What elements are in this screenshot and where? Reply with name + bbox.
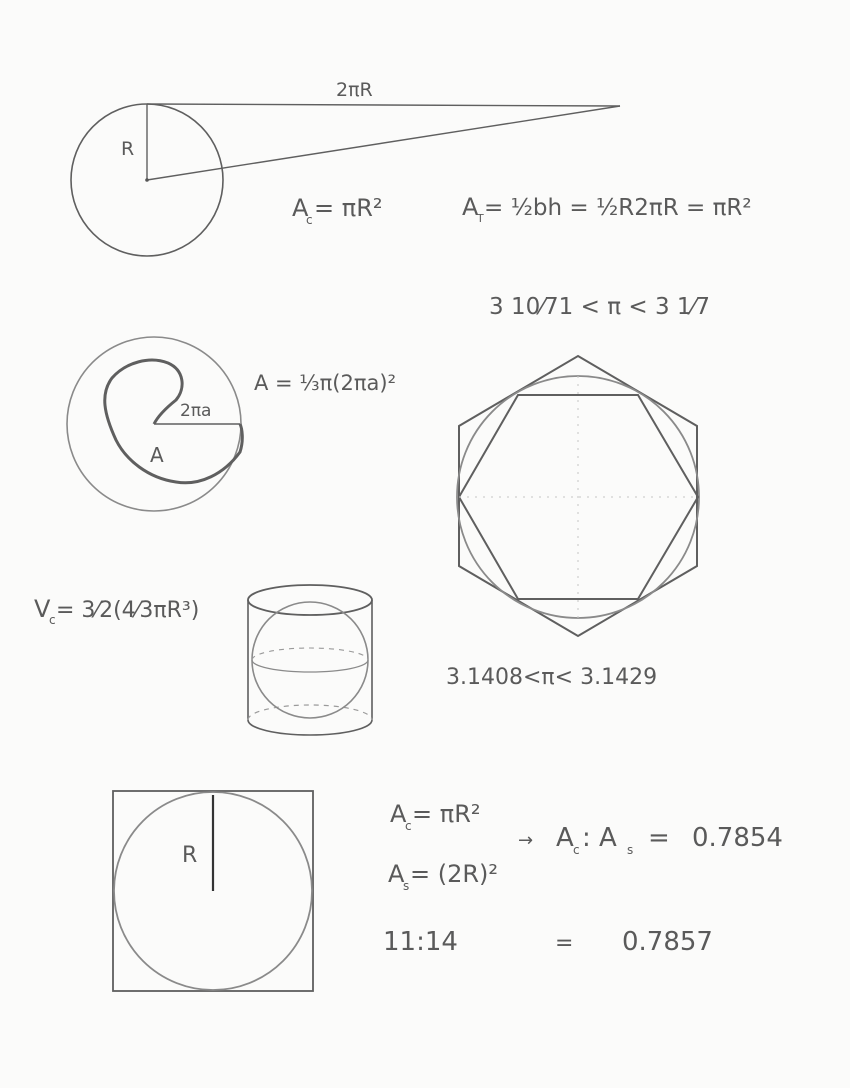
svg-text:c: c <box>49 613 56 627</box>
implies-arrow: → <box>518 830 534 851</box>
center-point <box>145 178 149 182</box>
svg-text:0.7854: 0.7854 <box>692 823 783 853</box>
approx-ratio-eq <box>383 927 713 957</box>
square-area-eq <box>388 860 498 893</box>
radius-label: R <box>121 138 135 160</box>
svg-text:V: V <box>34 595 51 623</box>
square-circle-diagram <box>113 791 313 991</box>
cylinder-top <box>248 585 372 615</box>
triangle-hypotenuse <box>147 106 620 180</box>
sphere <box>252 602 368 718</box>
spiral-radius-label: 2πa <box>180 401 212 421</box>
circle-area-formula <box>292 194 382 227</box>
decimal-bound: 3.1408<π< 3.1429 <box>446 665 658 690</box>
svg-text:c: c <box>573 843 580 857</box>
fraction-bound: 3 10⁄71 < π < 3 1⁄7 <box>489 294 711 320</box>
spiral-area-formula: A = ⅓π(2πa)² <box>254 371 396 395</box>
hexagon-diagram <box>457 356 699 636</box>
svg-text:s: s <box>627 843 634 857</box>
circle-triangle-diagram <box>71 104 620 256</box>
triangle-area-formula <box>462 193 752 225</box>
svg-text:T: T <box>477 212 484 225</box>
volume-formula <box>34 595 199 627</box>
svg-text:: A: : A <box>582 823 617 853</box>
archimedean-spiral <box>105 360 243 483</box>
circumference-label: 2πR <box>336 79 373 101</box>
svg-text:c: c <box>405 819 412 833</box>
triangle-top-edge <box>147 104 620 106</box>
svg-text:= (2R)²: = (2R)² <box>410 860 499 888</box>
svg-text:=: = <box>648 823 670 853</box>
svg-text:= πR²: = πR² <box>314 194 383 222</box>
cylinder-bottom-front <box>248 720 372 735</box>
svg-text:= 3⁄2(4⁄3πR³): = 3⁄2(4⁄3πR³) <box>56 598 200 623</box>
svg-text:0.7857: 0.7857 <box>622 927 713 957</box>
sphere-equator-front <box>252 660 368 672</box>
svg-text:= πR²: = πR² <box>412 800 481 828</box>
area-ratio-eq <box>556 823 783 857</box>
circle-area-eq <box>390 800 480 833</box>
svg-text:A: A <box>390 800 407 828</box>
svg-text:c: c <box>306 213 313 227</box>
square-radius-label: R <box>182 843 198 868</box>
svg-text:s: s <box>403 879 410 893</box>
sphere-equator-back <box>252 648 368 660</box>
svg-text:A: A <box>462 193 479 221</box>
sphere-cylinder-diagram <box>248 585 372 735</box>
svg-text:A: A <box>292 194 309 222</box>
svg-text:A: A <box>556 823 574 853</box>
svg-text:=: = <box>555 931 574 956</box>
svg-text:A: A <box>388 860 405 888</box>
svg-text:11:14: 11:14 <box>383 927 458 957</box>
svg-text:= ½bh = ½R2πR = πR²: = ½bh = ½R2πR = πR² <box>484 195 752 221</box>
spiral-diagram <box>67 337 242 511</box>
spiral-area-label: A <box>150 443 164 467</box>
